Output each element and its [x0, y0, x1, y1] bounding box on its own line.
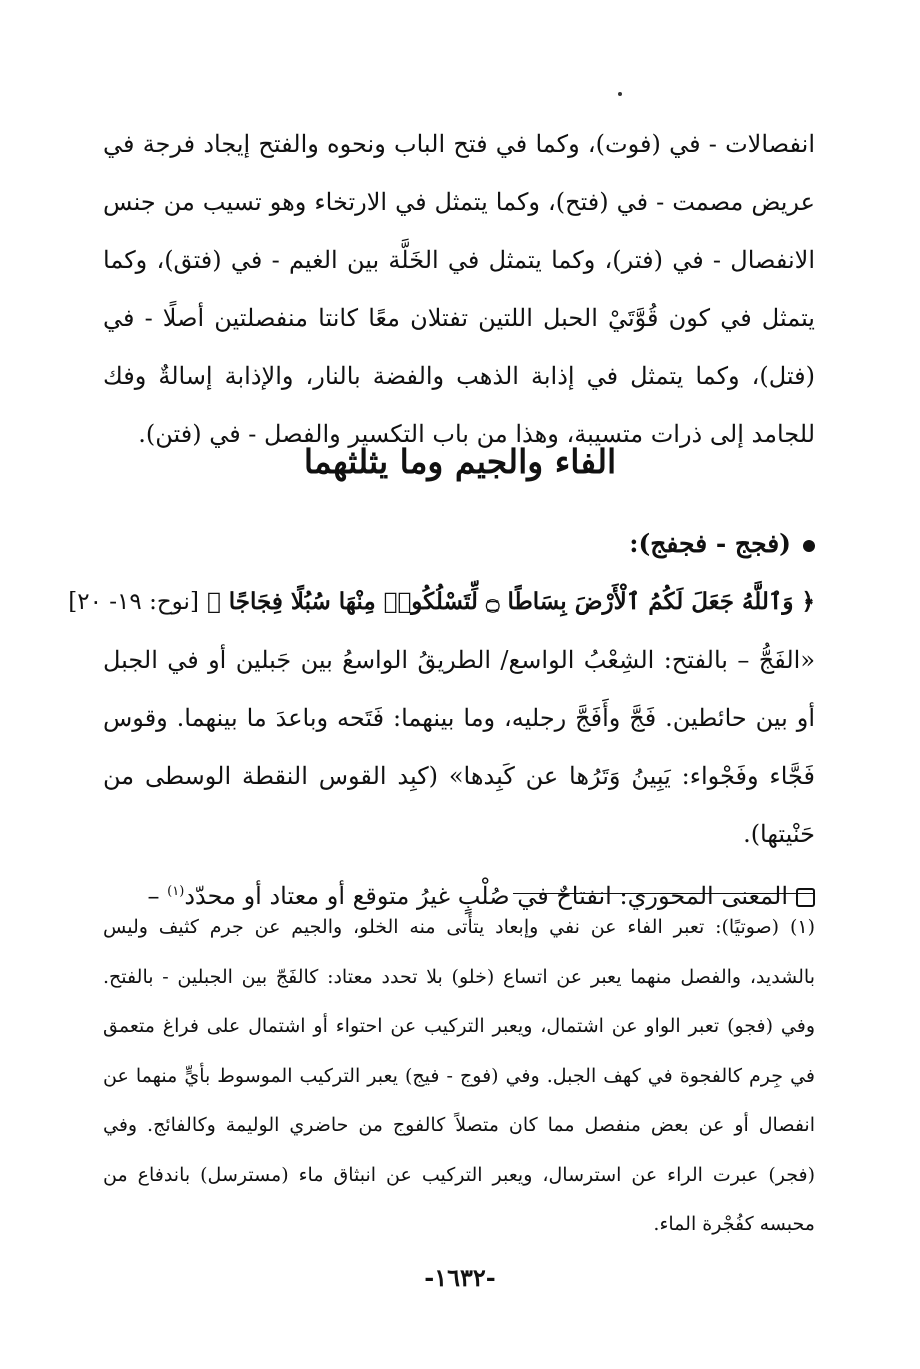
decorative-dot: [618, 92, 622, 96]
entry-definition: «الفَجُّ – بالفتح: الشِعْبُ الواسع/ الطريقُ الواسعُ بين جَبلين أو في الجبل أو بين حائطين. فَجَّ وأَفَجَّ رجليه، وما بينهما: فَتَحه وباعدَ ما بينهما. وقوس فَجَّاء وفَجْواء: يَبِينُ وَتَرُها عن كَبِدها» (كبِد القوس النقطة الوسطى من حَنْيتها).: [103, 646, 815, 848]
entry-heading-text: (فجج - فجفج):: [629, 529, 791, 558]
dictionary-entry: [68, 515, 815, 925]
footnote-divider: [513, 893, 815, 894]
body-paragraph: انفصالات - في (فوت)، وكما في فتح الباب ونحوه والفتح إيجاد فرجة في عريض مصمت - في (فتح)، وكما يتمثل في الارتخاء وهو تسيب من جنس الانفصال - في (فتر)، وكما يتمثل في الخَلَّة بين الغيم - في (فتق)، وكما يتمثل في كون قُوَّتَيْ الحبل اللتين تفتلان معًا كانتا منفصلتين أصلًا - في (فتل)، وكما يتمثل في إذابة الذهب والفضة بالنار، والإذابة إسالةٌ وفك للجامد إلى ذرات متسيبة، وهذا من باب التكسير والفصل - في (فتن).: [103, 130, 815, 448]
core-meaning-text: المعنى المحوري: انفتاحٌ في صُلْبٍ غيرُ متوقع أو معتاد أو محدّد: [184, 882, 788, 910]
quran-verse: [68, 573, 815, 631]
footnote-text: (١) (صوتيًا): تعبر الفاء عن نفي وإبعاد يتأتى منه الخلو، والجيم عن جرم كثيف وليس بالشديد، والفصل منهما يعبر عن اتساع (خلو) بلا تحدد معتاد: كالفَجّ بين الجبلين - بالفتح. وفي (فجو) تعبر الواو عن اشتمال، ويعبر التركيب عن احتواء أو اشتمال على فراغ متعمق في جِرم كالفجوة في كهف الجبل. وفي (فوج - فيج) يعبر التركيب الموسوط بأيٍّ منهما عن انفصال أو عن بعض منفصل مما كان متصلاً كالفوج من حاضري الوليمة وكالفائج. وفي (فجر) عبرت الراء عن استرسال، ويعبر التركيب عن انبثاق ماء (مسترسل) باندفاع من محبسه كفُجْرة الماء.: [103, 916, 815, 1235]
section-title: الفاء والجيم وما يثلثهما: [303, 442, 617, 481]
footnote-marker: (١): [167, 884, 185, 899]
trailing-dash: –: [147, 882, 168, 910]
entry-heading: [103, 515, 815, 573]
verse-text: ﴿ وَٱللَّهُ جَعَلَ لَكُمُ ٱلْأَرْضَ بِسَاطًا ۝ لِّتَسْلُكُوا۟ مِنْهَا سُبُلًا فِجَاجًا ﴾: [206, 588, 815, 615]
bullet-icon: [803, 540, 815, 552]
verse-reference: [نوح: ١٩- ٢٠]: [68, 589, 199, 615]
page-number: -١٦٣٢-: [424, 1263, 496, 1292]
